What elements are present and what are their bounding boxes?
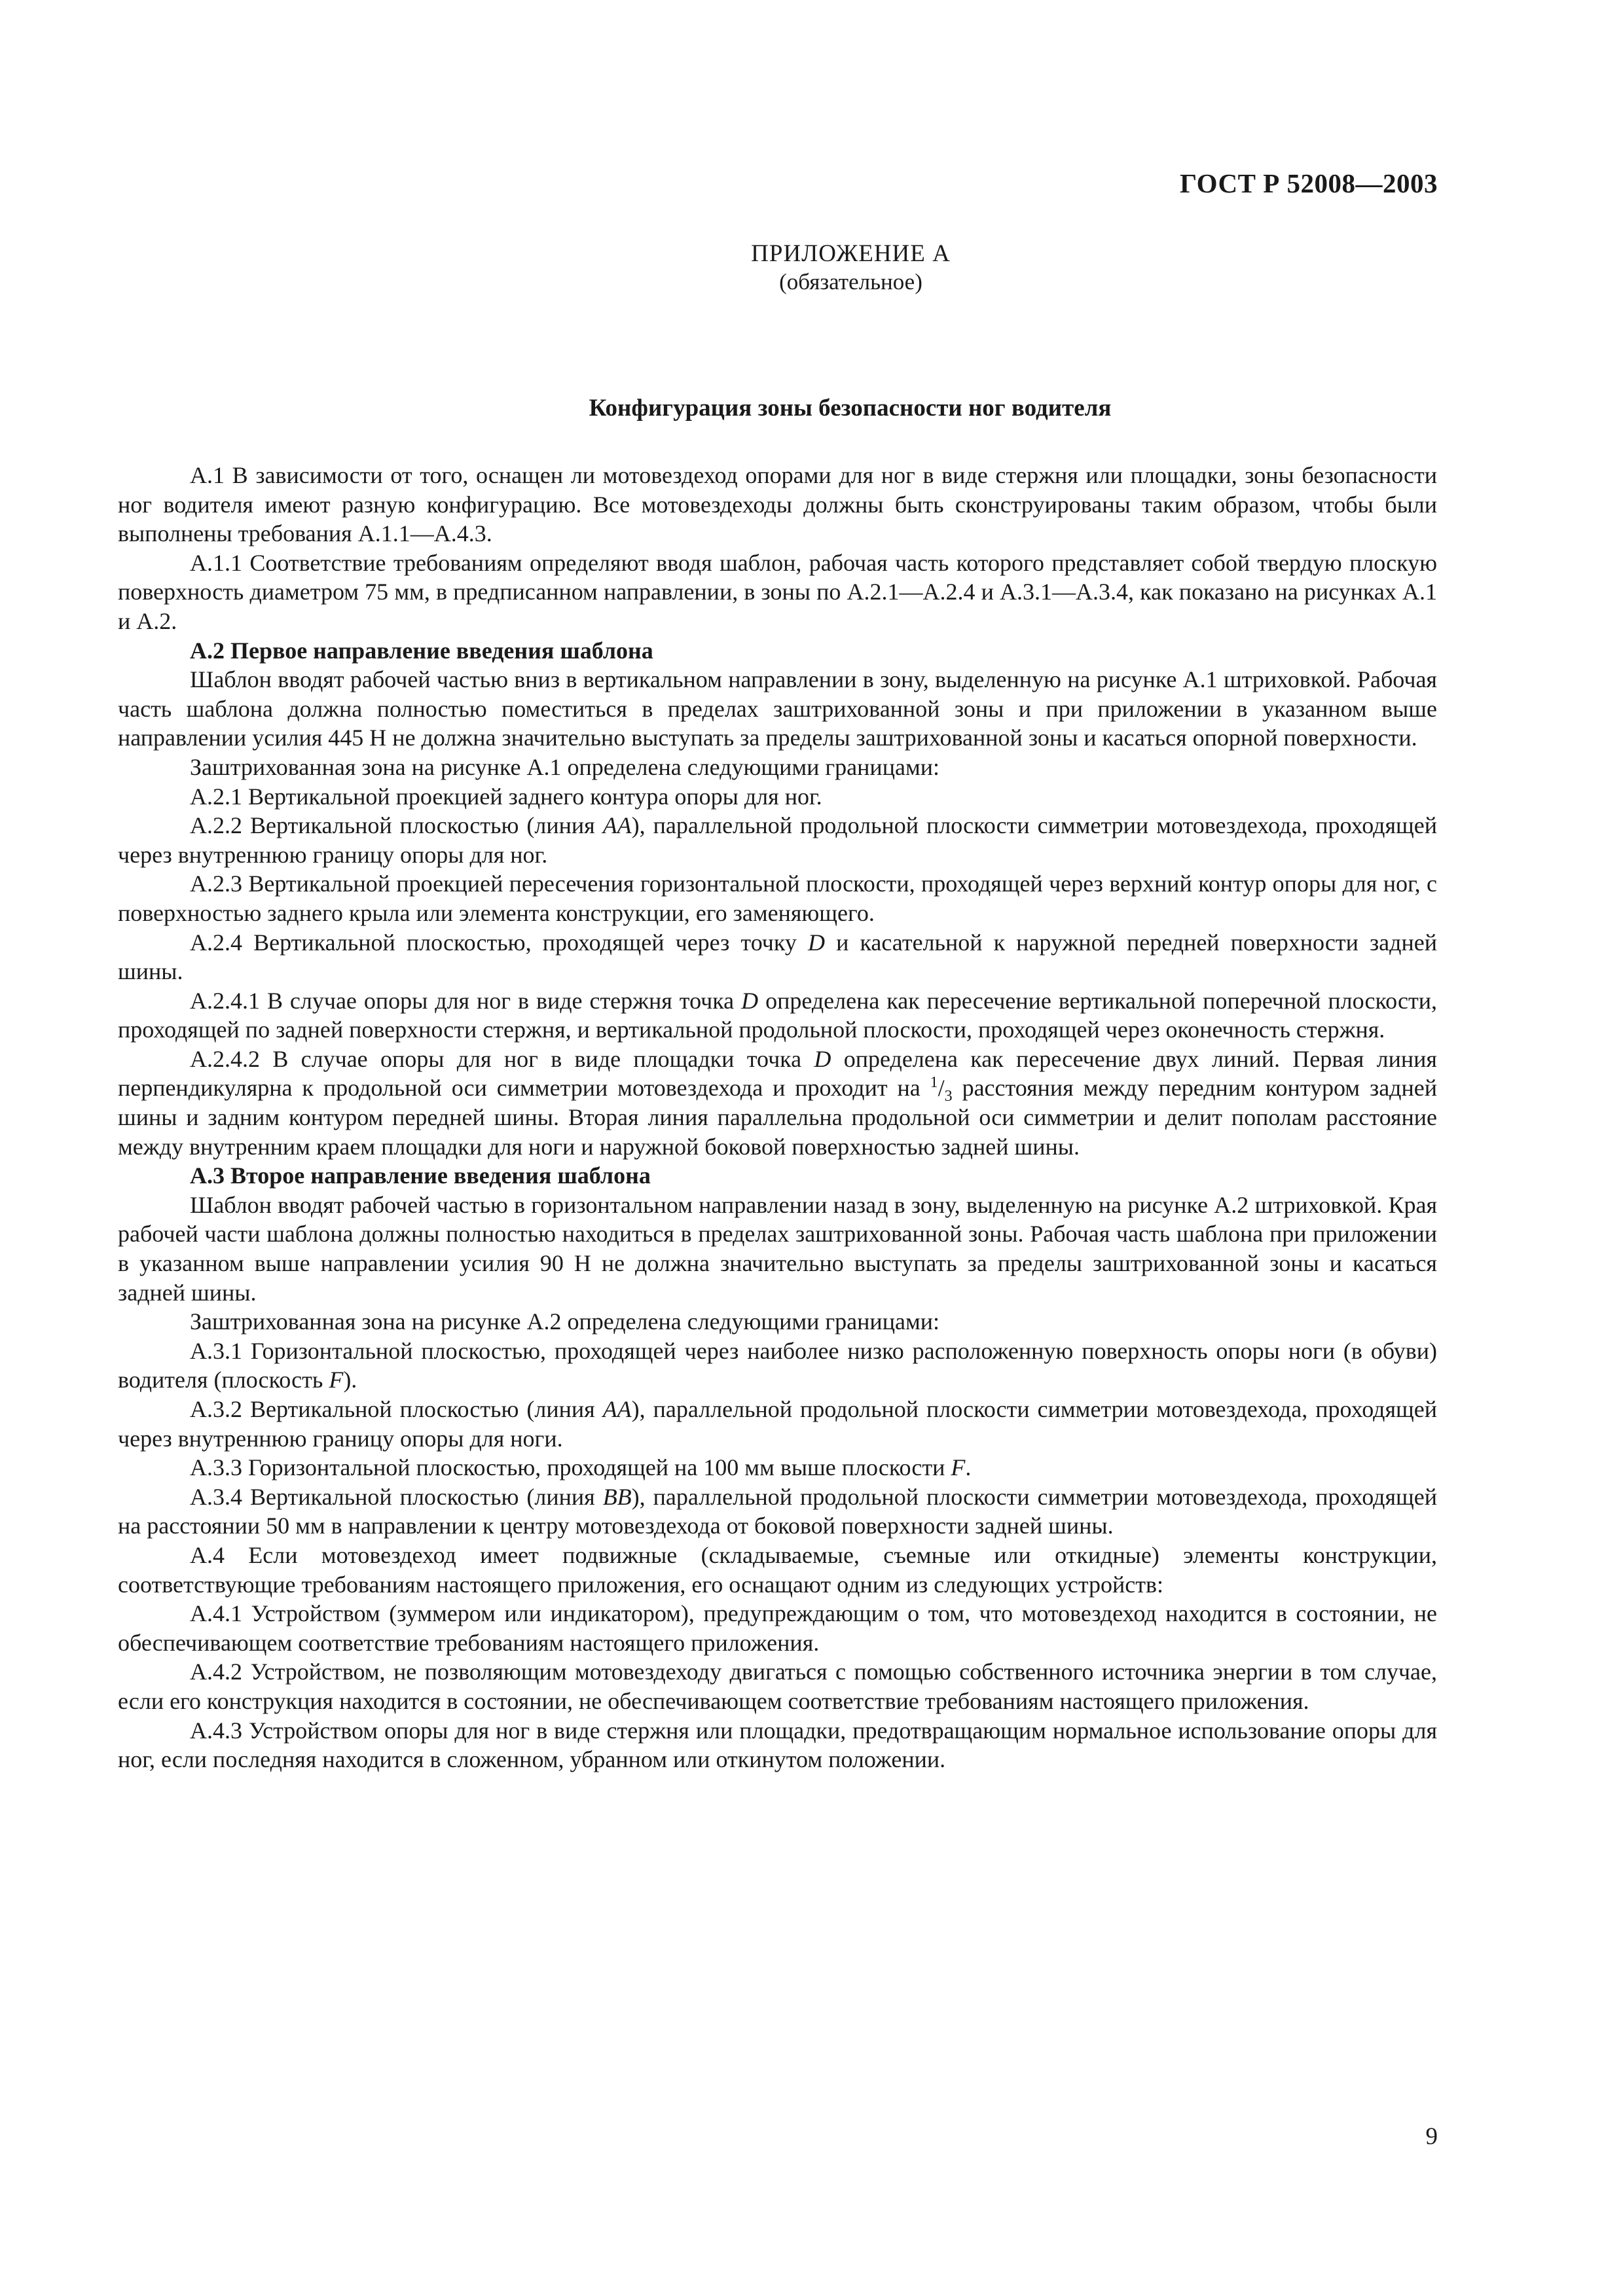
text-segment: расстояния между передним контуром задней шины и задним контуром передней шины. Вторая линия параллельна продольной оси симметрии и делит пополам расстояние между внутренним краем площадки для ноги и наружной боковой поверхностью задней шины.	[118, 1075, 1437, 1160]
italic-term: D	[807, 929, 825, 956]
paragraph-a2-1: А.2.1 Вертикальной проекцией заднего контура опоры для ног.	[190, 783, 822, 810]
italic-term: D	[741, 987, 759, 1014]
paragraph-a3-intro: Шаблон вводят рабочей частью в горизонтальном направлении назад в зону, выделенную на рисунке А.2 штриховкой. Края рабочей части шаблона должны полностью находиться в пределах заштрихованной зоны. Рабочая часть шаблона при приложении в указанном выше направлении усилия 90 Н не должна значительно выступать за пределы заштрихованной зоны и касаться задней шины.	[118, 1191, 1437, 1306]
paragraph-a2-2	[118, 811, 1437, 869]
paragraph-a4-1: А.4.1 Устройством (зуммером или индикатором), предупреждающим о том, что мотовездеход находится в состоянии, не обеспечивающем соответствие требованиям настоящего приложения.	[118, 1600, 1437, 1656]
italic-term: АА	[602, 1396, 632, 1422]
text-segment: А.3.4 Вертикальной плоскостью (линия	[190, 1483, 603, 1510]
text-segment: определена как пересечение вертикальной поперечной плоскости, проходящей по задней поверхности стержня, и вертикальной продольной плоскости, проходящей через оконечность стержня.	[118, 987, 1437, 1043]
text-segment: определена как пересечение двух линий. Первая линия перпендикулярна к продольной оси симметрии мотовездехода и проходит на	[118, 1045, 1437, 1102]
paragraph-a3-zone: Заштрихованная зона на рисунке А.2 определена следующими границами:	[190, 1308, 939, 1335]
text-segment: ), параллельной продольной плоскости симметрии мотовездехода, проходящей через внутреннюю границу опоры для ноги.	[118, 1396, 1438, 1452]
paragraph-a2-intro: Шаблон вводят рабочей частью вниз в вертикальном направлении в зону, выделенную на рисунке А.1 штриховкой. Рабочая часть шаблона должна полностью поместиться в пределах заштрихованной зоны и при приложении в указанном выше направлении усилия 445 Н не должна значительно выступать за пределы заштрихованной зоны и касаться опорной поверхности.	[118, 666, 1437, 751]
paragraph-a2-3: А.2.3 Вертикальной проекцией пересечения горизонтальной плоскости, проходящей через верхний контур опоры для ног, с поверхностью заднего крыла или элемента конструкции, его заменяющего.	[118, 870, 1437, 926]
appendix-title: ПРИЛОЖЕНИЕ А	[751, 240, 951, 267]
paragraph-a4: А.4 Если мотовездеход имеет подвижные (складываемые, съемные или откидные) элементы конструкции, соответствующие требованиям настоящего приложения, его оснащают одним из следующих устройств:	[118, 1541, 1437, 1598]
paragraph-a2-4	[118, 928, 1437, 986]
appendix-header	[0, 240, 1623, 296]
italic-term: ВВ	[602, 1483, 632, 1510]
heading-a2: А.2 Первое направление введения шаблона	[190, 637, 653, 664]
italic-term: АА	[602, 812, 632, 839]
text-segment: А.2.4 Вертикальной плоскостью, проходящей через точку	[190, 929, 808, 956]
paragraph-a2-4-1	[118, 986, 1437, 1045]
appendix-status-note: (обязательное)	[779, 269, 922, 295]
heading-a3: А.3 Второе направление введения шаблона	[190, 1162, 651, 1189]
italic-term: D	[814, 1045, 831, 1072]
paragraph-a3-4	[118, 1482, 1437, 1541]
text-segment: А.3.2 Вертикальной плоскостью (линия	[190, 1396, 603, 1422]
text-segment: и касательной к наружной передней поверхности задней шины.	[118, 929, 1437, 985]
paragraph-a1-1: А.1.1 Соответствие требованиям определяют вводя шаблон, рабочая часть которого представляет собой твердую плоскую поверхность диаметром 75 мм, в предписанном направлении, в зоны по А.2.1—А.2.4 и А.3.1—А.3.4, как показано на рисунках А.1 и А.2.	[118, 549, 1437, 634]
text-segment: А.3.1 Горизонтальной плоскостью, проходящей через наиболее низко расположенную поверхность опоры ноги (в обуви) водителя (плоскость	[118, 1337, 1437, 1393]
text-segment: ).	[343, 1367, 357, 1393]
text-segment: А.2.4.1 В случае опоры для ног в виде стержня точка	[190, 987, 742, 1014]
paragraph-a3-3	[118, 1453, 1437, 1482]
text-segment: .	[965, 1454, 972, 1481]
paragraph-a3-1	[118, 1336, 1437, 1395]
fraction-numerator: 1	[930, 1074, 938, 1092]
text-segment: ), параллельной продольной плоскости симметрии мотовездехода, проходящей через внутреннюю границу опоры для ног.	[118, 812, 1438, 868]
paragraph-a2-4-2	[118, 1045, 1437, 1161]
paragraph-a4-3: А.4.3 Устройством опоры для ног в виде стержня или площадки, предотвращающим нормальное использование опоры для ног, если последняя находится в сложенном, убранном или откинутом положении.	[118, 1717, 1437, 1773]
text-segment: А.2.4.2 В случае опоры для ног в виде площадки точка	[190, 1045, 814, 1072]
paragraph-a1: А.1 В зависимости от того, оснащен ли мотовездеход опорами для ног в виде стержня или площадки, зоны безопасности ног водителя имеют разную конфигурацию. Все мотовездеходы должны быть сконструированы таким образом, чтобы были выполнены требования А.1.1—А.4.3.	[118, 462, 1437, 547]
text-segment: А.2.2 Вертикальной плоскостью (линия	[190, 812, 603, 839]
page-number: 9	[1425, 2123, 1438, 2150]
paragraph-a4-2: А.4.2 Устройством, не позволяющим мотовездеходу двигаться с помощью собственного источника энергии в том случае, если его конструкция находится в состоянии, не обеспечивающем соответствие требованиям настоящего приложения.	[118, 1659, 1437, 1714]
section-title: Конфигурация зоны безопасности ног водителя	[589, 395, 1112, 422]
italic-term: F	[951, 1454, 966, 1481]
text-segment: А.3.3 Горизонтальной плоскостью, проходящей на 100 мм выше плоскости	[190, 1454, 951, 1481]
document-code: ГОСТ Р 52008—2003	[1180, 168, 1438, 198]
paragraph-a2-zone: Заштрихованная зона на рисунке А.1 определена следующими границами:	[190, 753, 939, 780]
text-segment: ), параллельной продольной плоскости симметрии мотовездехода, проходящей на расстоянии 50 мм в направлении к центру мотовездехода от боковой поверхности задней шины.	[118, 1483, 1438, 1539]
fraction-one-third: $^1/_3$	[930, 1074, 953, 1105]
document-body	[118, 461, 1437, 1774]
fraction-denominator: 3	[944, 1088, 953, 1105]
paragraph-a3-2	[118, 1395, 1437, 1453]
italic-term: F	[329, 1367, 344, 1393]
